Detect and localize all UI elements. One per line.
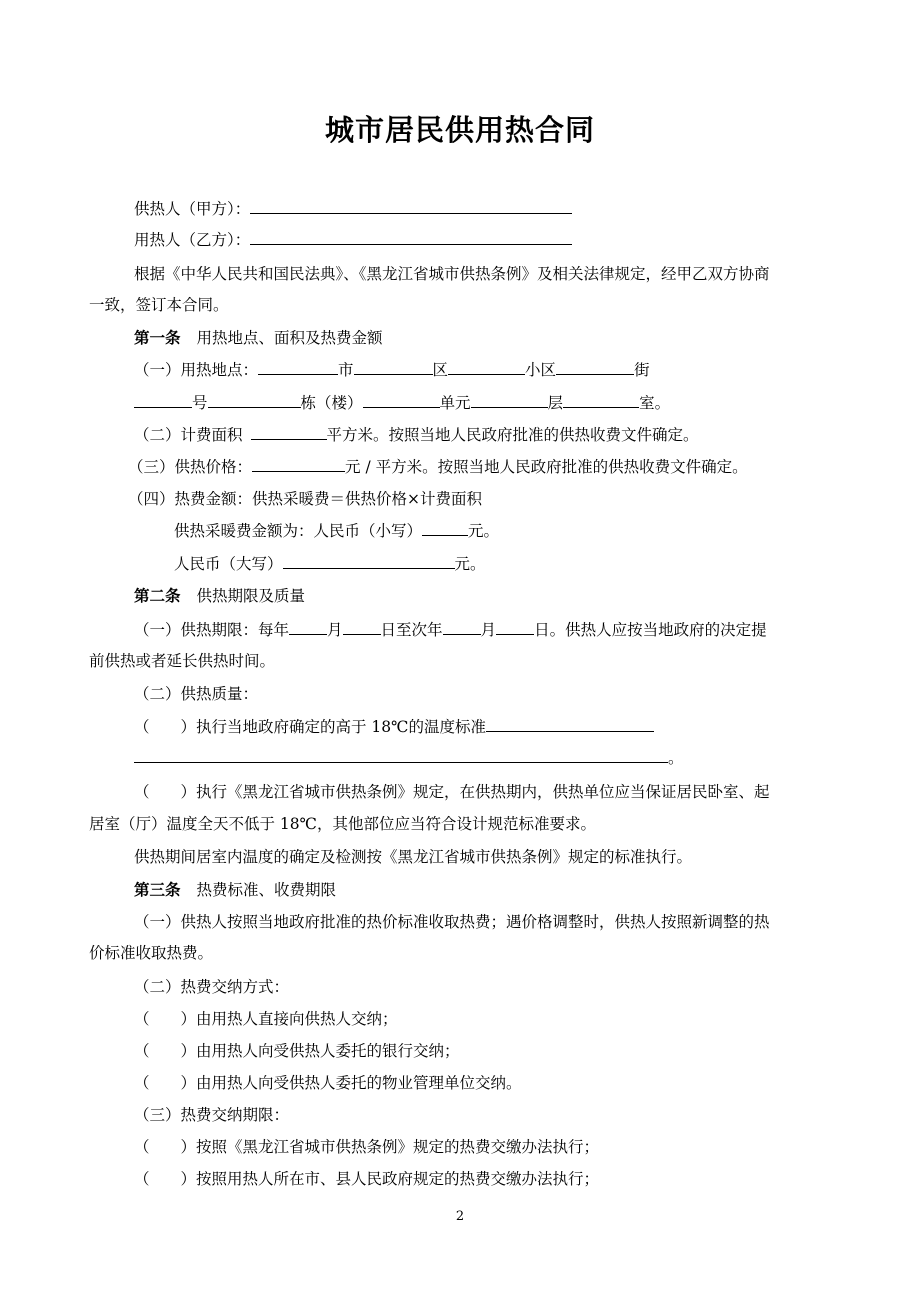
party-b-label: 用热人（乙方）： xyxy=(134,231,251,249)
fee-uppercase-line xyxy=(174,553,486,575)
period-line-1 xyxy=(134,619,767,641)
building-unit: 栋（楼） xyxy=(300,394,363,412)
page-title: 城市居民供用热合同 xyxy=(324,113,595,147)
payment-method-option-3[interactable]: （ ）由用热人向受供热人委托的物业管理单位交纳。 xyxy=(134,1074,522,1092)
quality-option-1-text[interactable]: （ ）执行当地政府确定的高于 18℃的温度标准 xyxy=(134,718,486,736)
end-day-blank[interactable] xyxy=(496,619,534,635)
intro-line-2: 一致，签订本合同。 xyxy=(89,296,229,314)
city-blank[interactable] xyxy=(258,359,338,375)
temperature-standard-blank[interactable] xyxy=(486,716,654,732)
fee-uppercase-unit: 元。 xyxy=(454,555,486,573)
price-blank[interactable] xyxy=(252,456,345,472)
area-text: 平方米。按照当地人民政府批准的供热收费文件确定。 xyxy=(326,426,699,444)
page-number: 2 xyxy=(455,1209,465,1224)
area-blank[interactable] xyxy=(251,424,327,440)
article-2-heading xyxy=(134,585,305,607)
location-line-2 xyxy=(134,392,670,414)
payment-method-option-2[interactable]: （ ）由用热人向受供热人委托的银行交纳； xyxy=(134,1042,460,1060)
temperature-standard-blank-2[interactable] xyxy=(134,747,668,763)
number-unit: 号 xyxy=(192,394,208,412)
fee-uppercase-label: 人民币（大写） xyxy=(174,555,283,573)
start-month-blank[interactable] xyxy=(289,619,327,635)
district-unit: 区 xyxy=(432,361,449,379)
period-line-2: 前供热或者延长供热时间。 xyxy=(89,652,276,670)
fee-formula-line: （四）热费金额：供热采暖费＝供热价格×计费面积 xyxy=(128,490,482,508)
area-label: （二）计费面积 xyxy=(134,426,243,444)
room-blank[interactable] xyxy=(563,392,639,408)
party-a-label: 供热人（甲方）： xyxy=(134,200,251,218)
community-unit: 小区 xyxy=(525,361,557,379)
unit-blank[interactable] xyxy=(363,392,440,408)
party-b-line xyxy=(134,229,572,251)
price-text: 元 / 平方米。按照当地人民政府批准的供热收费文件确定。 xyxy=(345,458,748,476)
party-a-line xyxy=(134,198,572,220)
fee-lowercase-label: 供热采暖费金额为：人民币（小写） xyxy=(174,522,423,540)
quality-heading: （二）供热质量： xyxy=(134,685,259,703)
community-blank[interactable] xyxy=(448,359,525,375)
area-line xyxy=(134,424,699,446)
fee-lowercase-unit: 元。 xyxy=(468,522,500,540)
payment-method-heading: （二）热费交纳方式： xyxy=(134,978,290,996)
location-line-1 xyxy=(134,359,650,381)
location-label: （一）用热地点： xyxy=(134,361,259,379)
period-label: （一）供热期限：每年 xyxy=(134,621,290,639)
fee-lowercase-blank[interactable] xyxy=(422,520,468,536)
floor-blank[interactable] xyxy=(471,392,548,408)
district-blank[interactable] xyxy=(354,359,433,375)
article-3-heading xyxy=(134,879,336,901)
article-1-title: 用热地点、面积及热费金额 xyxy=(196,329,383,347)
end-day-unit: 日。供热人应按当地政府的决定提 xyxy=(534,621,767,639)
start-day-blank[interactable] xyxy=(343,619,381,635)
article-1-heading xyxy=(134,327,383,349)
quality-option-1-line-2 xyxy=(134,747,684,769)
temperature-check-line: 供热期间居室内温度的确定及检测按《黑龙江省城市供热条例》规定的标准执行。 xyxy=(134,848,693,866)
start-day-unit: 日至次年 xyxy=(380,621,443,639)
floor-unit: 层 xyxy=(547,394,564,412)
city-unit: 市 xyxy=(338,361,354,379)
start-month-unit: 月 xyxy=(327,621,343,639)
payment-method-option-1[interactable]: （ ）由用热人直接向供热人交纳； xyxy=(134,1010,398,1028)
party-a-blank[interactable] xyxy=(250,198,572,214)
fee-uppercase-blank[interactable] xyxy=(283,553,455,569)
quality-option-1-end: 。 xyxy=(668,749,684,767)
fee-lowercase-line xyxy=(174,520,499,542)
fee-standard-line-2: 价标准收取热费。 xyxy=(89,944,214,962)
article-1-number: 第一条 xyxy=(134,328,181,347)
quality-option-2-line-1[interactable]: （ ）执行《黑龙江省城市供热条例》规定，在供热期内，供热单位应当保证居民卧室、起 xyxy=(134,783,770,801)
article-2-title: 供热期限及质量 xyxy=(196,587,306,605)
price-label: （三）供热价格： xyxy=(128,458,253,476)
article-3-title: 热费标准、收费期限 xyxy=(196,881,337,899)
payment-deadline-option-2[interactable]: （ ）按照用热人所在市、县人民政府规定的热费交缴办法执行； xyxy=(134,1170,600,1188)
payment-deadline-option-1[interactable]: （ ）按照《黑龙江省城市供热条例》规定的热费交缴办法执行； xyxy=(134,1138,600,1156)
party-b-blank[interactable] xyxy=(250,229,572,245)
building-blank[interactable] xyxy=(208,392,301,408)
article-3-number: 第三条 xyxy=(134,880,181,899)
end-month-blank[interactable] xyxy=(443,619,481,635)
payment-deadline-heading: （三）热费交纳期限： xyxy=(134,1106,290,1124)
number-blank[interactable] xyxy=(134,392,192,408)
unit-unit: 单元 xyxy=(439,394,471,412)
quality-option-1-line-1 xyxy=(134,716,654,738)
end-month-unit: 月 xyxy=(480,621,497,639)
street-blank[interactable] xyxy=(556,359,634,375)
price-line xyxy=(128,456,748,478)
fee-standard-line-1: （一）供热人按照当地政府批准的热价标准收取热费；遇价格调整时，供热人按照新调整的热 xyxy=(134,913,770,931)
street-unit: 街 xyxy=(634,361,650,379)
article-2-number: 第二条 xyxy=(134,586,181,605)
quality-option-2-line-2: 居室（厅）温度全天不低于 18℃，其他部位应当符合设计规范标准要求。 xyxy=(89,815,596,833)
intro-line-1: 根据《中华人民共和国民法典》、《黑龙江省城市供热条例》及相关法律规定，经甲乙双方协商 xyxy=(134,265,770,283)
room-unit: 室。 xyxy=(639,394,671,412)
